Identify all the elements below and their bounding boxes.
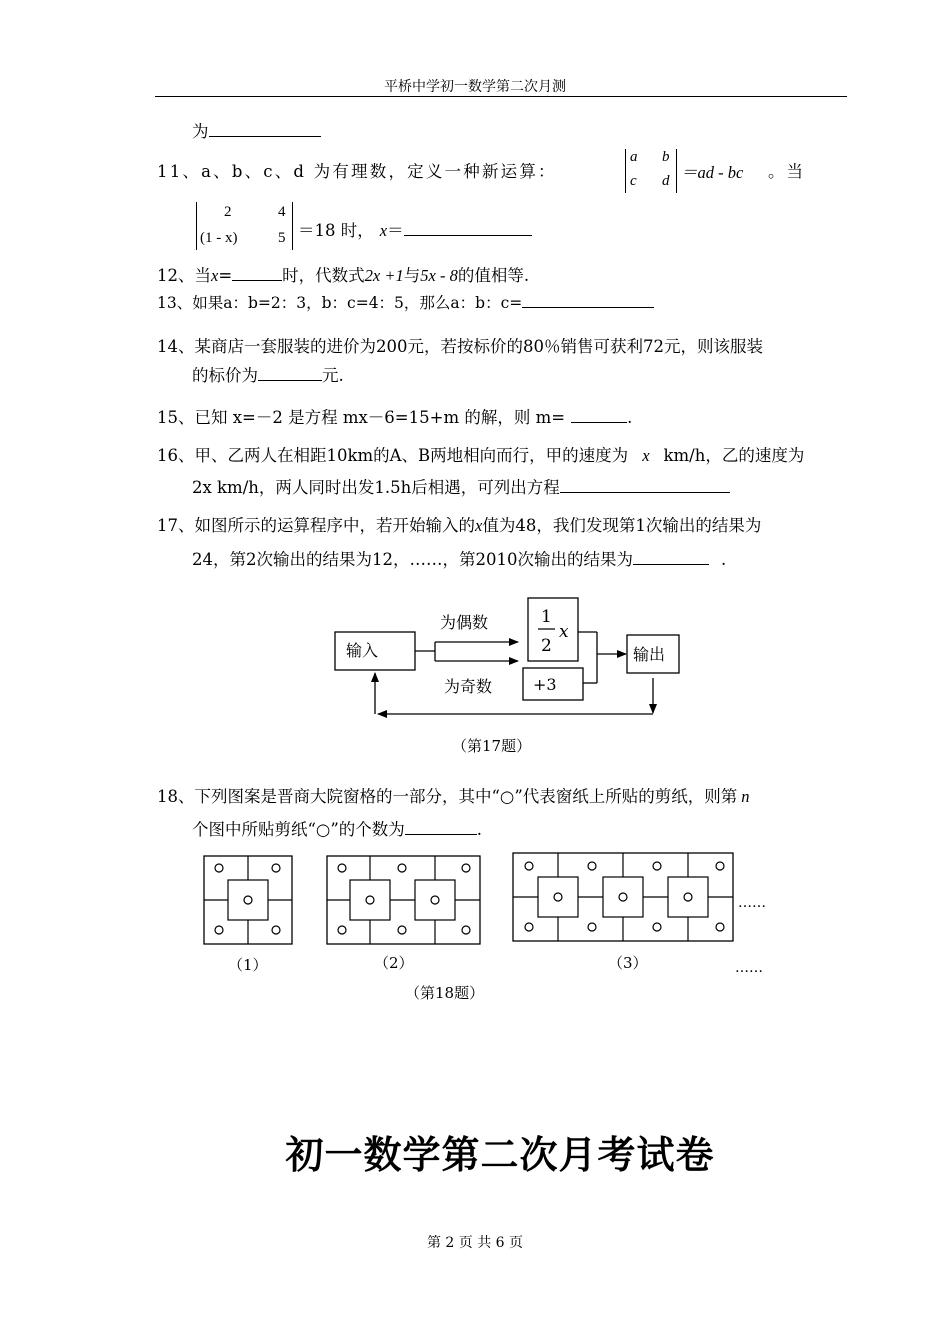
q12-eq: =: [218, 266, 233, 285]
det2-d: 5: [278, 230, 286, 246]
fig18-ellipsis-below: ……: [735, 960, 763, 976]
fig18-ellipsis-right: ……: [738, 895, 766, 911]
q11-definition: ＝ad - bc: [681, 163, 744, 182]
det2-b: 4: [278, 204, 286, 220]
q18-line2: [192, 816, 482, 840]
q14-line1: 14、某商店一套服装的进价为200元，若按标价的80％销售可获利72元，则该服装: [157, 337, 763, 356]
fig17-odd-label: 为奇数: [444, 677, 493, 696]
exam-title: 初一数学第二次月考试卷: [285, 1133, 715, 1177]
q12-expr2: 5x - 8: [420, 266, 458, 285]
fig18-caption: （第18题）: [405, 984, 485, 1002]
q11-line1-end: 。当: [768, 162, 805, 181]
q18-answer-blank[interactable]: [405, 834, 477, 835]
fig18-pattern-1: [204, 856, 292, 944]
q12-end: 的值相等.: [457, 266, 530, 285]
fig17-input-label: 输入: [346, 641, 379, 660]
q12-mid: 与: [403, 266, 421, 285]
q18-line1: [157, 783, 750, 807]
q16-line1-pre: 16、甲、乙两人在相距10km的A、B两地相向而行，甲的速度为: [157, 446, 629, 465]
q17-end: .: [720, 550, 727, 569]
det-a: a: [630, 149, 638, 165]
q15-text: 15、已知 x=－2 是方程 mx－6=15+m 的解，则 m=: [157, 408, 566, 427]
q14-line2-post: 元.: [322, 366, 344, 385]
q14-line2-pre: 的标价为: [192, 366, 258, 385]
fig18-label-3: （3）: [608, 954, 648, 972]
q17-line1-post: 值为48，我们发现第1次输出的结果为: [482, 516, 762, 535]
q16-line2-text: 2x km/h，两人同时出发1.5h后相遇，可列出方程: [192, 478, 560, 497]
fig17-frac-var: x: [559, 622, 569, 642]
fig18-pattern-3: [513, 853, 733, 941]
q16-line1-post: km/h，乙的速度为: [663, 446, 805, 465]
fig17-caption: （第17题）: [452, 737, 532, 755]
q18-line2-post: .: [476, 820, 483, 839]
q11-eq: ＝: [387, 221, 404, 240]
fig18-label-2: （2）: [374, 954, 414, 972]
fig18-label-1: （1）: [228, 956, 268, 974]
q17-line2-text: 24，第2次输出的结果为12，……，第2010次输出的结果为: [192, 550, 633, 569]
q11-var: x: [379, 221, 388, 240]
det-c: c: [630, 173, 637, 189]
fig17-even-label: 为偶数: [440, 613, 489, 632]
det-b: b: [662, 149, 670, 165]
q10-tail-text: 为: [192, 122, 209, 141]
page-footer: 第 2 页 共 6 页: [426, 1235, 524, 1251]
q18-var: n: [741, 787, 750, 806]
det2-c: (1 - x): [200, 230, 238, 246]
det2-a: 2: [224, 204, 232, 220]
page-header: 平桥中学初一数学第二次月测: [384, 79, 566, 95]
q17-var: x: [475, 516, 483, 535]
q12-expr1: 2x +1: [364, 266, 404, 285]
q17-line1-pre: 17、如图所示的运算程序中，若开始输入的: [157, 516, 475, 535]
q18-line2-pre: 个图中所贴剪纸“○”的个数为: [192, 820, 405, 839]
q12-var: x: [211, 266, 219, 285]
q12-post: 时，代数式: [282, 266, 365, 285]
q11-condition: ＝18 时，: [298, 221, 374, 240]
fig17-frac-num: 1: [541, 607, 552, 627]
det-d: d: [662, 173, 670, 189]
q12-pre: 12、当: [157, 266, 211, 285]
fig18-pattern-2: [327, 856, 480, 944]
q15-end: .: [627, 408, 633, 427]
fig17-frac-den: 2: [541, 636, 552, 656]
fig17-output-label: 输出: [633, 645, 666, 664]
q11-line1: 11、a、b、c、d 为有理数，定义一种新运算：: [157, 162, 557, 181]
q16-var: x: [642, 446, 650, 465]
q18-line1-text: 18、下列图案是晋商大院窗格的一部分，其中“○”代表窗纸上所贴的剪纸，则第: [157, 787, 738, 806]
q13-text: 13、如果a：b=2：3，b：c=4：5，那么a：b：c=: [157, 294, 523, 312]
fig17-plus-label: +3: [533, 675, 557, 694]
